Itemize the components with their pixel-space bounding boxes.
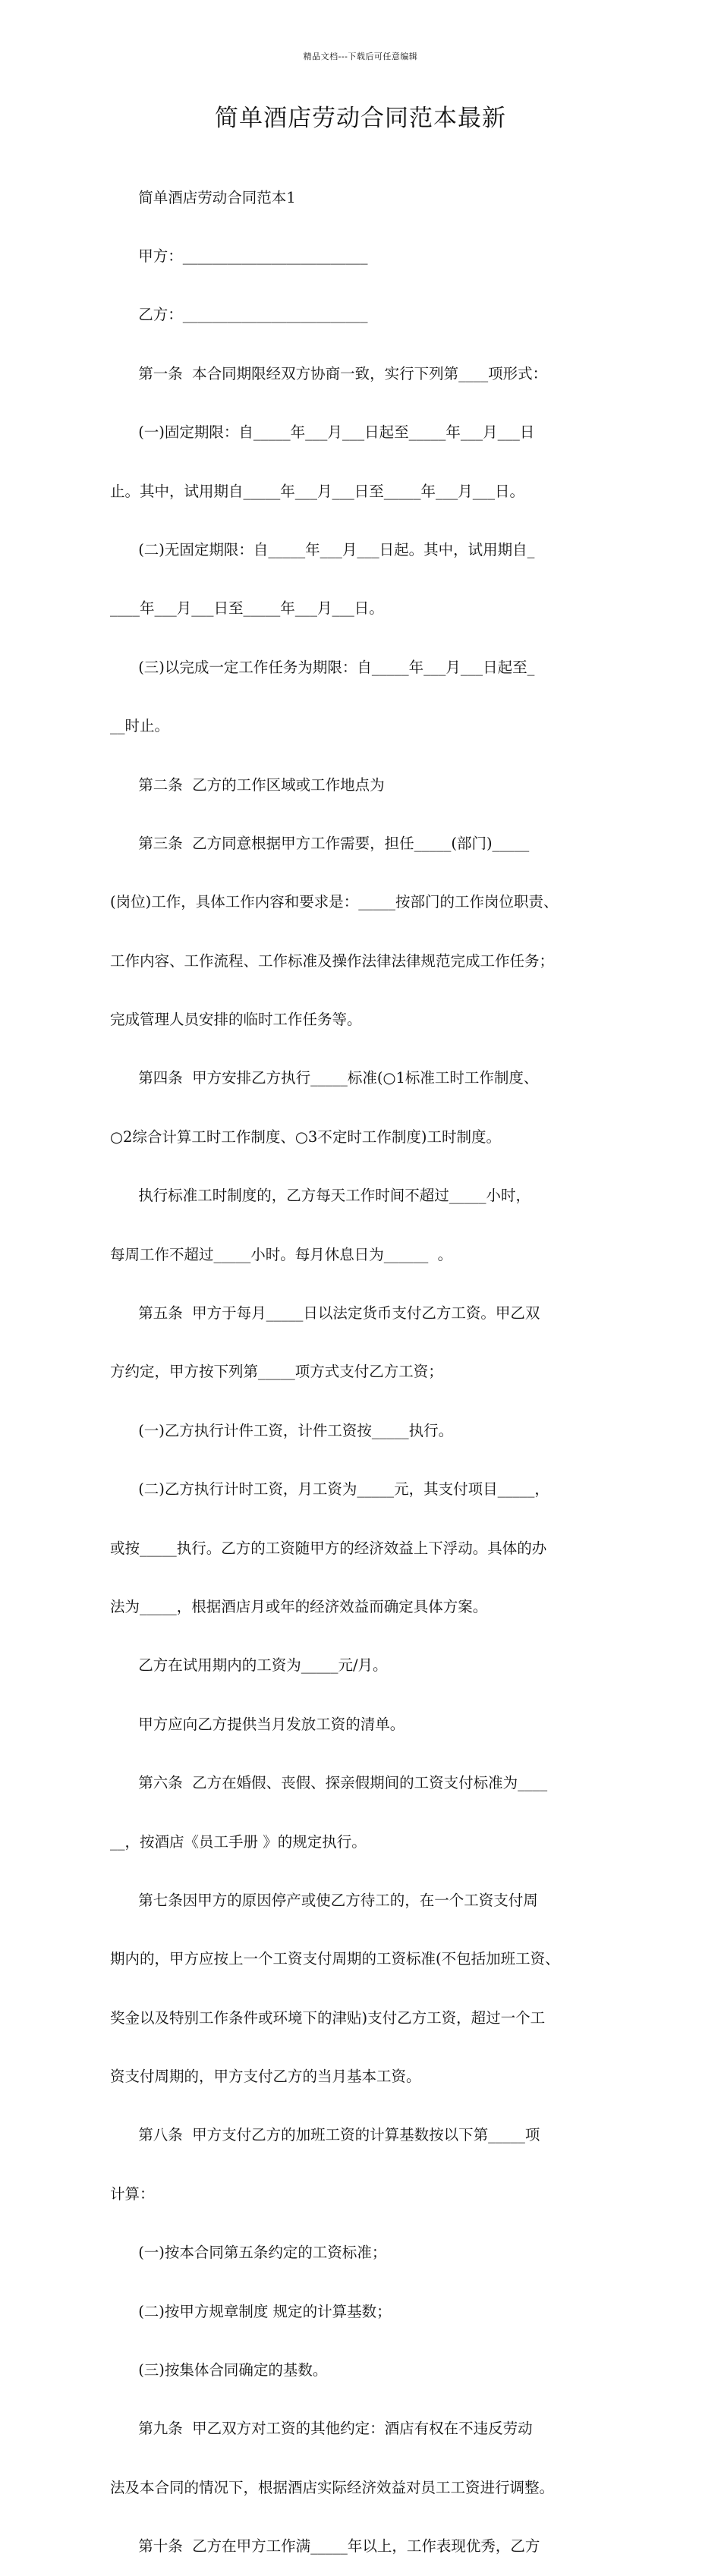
body-line: 期内的，甲方应按上一个工资支付周期的工资标准(不包括加班工资、 (110, 1950, 560, 1968)
body-line: (一)固定期限：自_____年___月___日起至_____年___月___日 (110, 423, 535, 442)
body-line: 执行标准工时制度的，乙方每天工作时间不超过_____小时， (110, 1187, 531, 1205)
body-line: (二)无固定期限：自_____年___月___日起。其中，试用期自_ (110, 540, 535, 558)
body-line: 奖金以及特别工作条件或环境下的津贴)支付乙方工资，超过一个工 (110, 2008, 546, 2027)
body-line: 第三条 乙方同意根据甲方工作需要，担任_____(部门)_____ (110, 834, 530, 852)
body-line: 甲方：_________________________ (110, 247, 368, 265)
body-line: (二)按甲方规章制度 规定的计算基数； (110, 2302, 392, 2320)
body-line: 每周工作不超过_____小时。每月休息日为______ 。 (110, 1245, 453, 1263)
body-line: 乙方在试用期内的工资为_____元/月。 (110, 1656, 388, 1675)
page-header-note: 精品文档---下载后可任意编辑 (303, 52, 418, 61)
body-line: ○2综合计算工时工作制度、○3不定时工作制度)工时制度。 (110, 1128, 501, 1146)
body-line: __，按酒店《员工手册 》的规定执行。 (110, 1832, 367, 1851)
body-line: ____年___月___日至_____年___月___日。 (110, 599, 384, 618)
body-line: 乙方：_________________________ (110, 306, 368, 324)
body-line: 止。其中，试用期自_____年___月___日至_____年___月___日。 (110, 482, 525, 500)
body-line: 或按_____执行。乙方的工资随甲方的经济效益上下浮动。具体的办 (110, 1539, 547, 1557)
body-line: (三)以完成一定工作任务为期限：自_____年___月___日起至_ (110, 658, 535, 676)
body-line: 第二条 乙方的工作区域或工作地点为 (110, 775, 385, 794)
body-line: 第四条 甲方安排乙方执行_____标准(○1标准工时工作制度、 (110, 1069, 539, 1087)
document-title: 简单酒店劳动合同范本最新 (215, 105, 506, 132)
body-line: 第六条 乙方在婚假、丧假、探亲假期间的工资支付标准为____ (110, 1774, 548, 1792)
body-line: 资支付周期的，甲方支付乙方的当月基本工资。 (110, 2068, 421, 2086)
body-line: (岗位)工作，具体工作内容和要求是：_____按部门的工作岗位职责、 (110, 893, 559, 911)
body-line: (一)按本合同第五条约定的工资标准； (110, 2244, 387, 2262)
body-line: 方约定，甲方按下列第_____项方式支付乙方工资； (110, 1363, 443, 1381)
body-line: 第八条 甲方支付乙方的加班工资的计算基数按以下第_____项 (110, 2126, 540, 2144)
body-line: (一)乙方执行计件工资，计件工资按_____执行。 (110, 1421, 454, 1439)
body-line: 第一条 本合同期限经双方协商一致，实行下列第____项形式： (110, 364, 548, 382)
body-line: 工作内容、工作流程、工作标准及操作法律法律规范完成工作任务； (110, 951, 555, 970)
body-line: (二)乙方执行计时工资，月工资为_____元，其支付项目_____， (110, 1480, 549, 1499)
body-line: 甲方应向乙方提供当月发放工资的清单。 (110, 1715, 405, 1733)
body-line: (三)按集体合同确定的基数。 (110, 2361, 328, 2379)
document-body (110, 149, 626, 2576)
body-line: 完成管理人员安排的临时工作任务等。 (110, 1011, 362, 1029)
body-line: 第七条因甲方的原因停产或使乙方待工的，在一个工资支付周 (110, 1891, 538, 1909)
body-line: 法为_____，根据酒店月或年的经济效益而确定具体方案。 (110, 1597, 488, 1615)
body-line: 第十条 乙方在甲方工作满_____年以上，工作表现优秀，乙方 (110, 2537, 540, 2556)
body-line: __时止。 (110, 717, 170, 735)
body-line: 计算： (110, 2184, 155, 2203)
body-line: 简单酒店劳动合同范本1 (110, 188, 296, 206)
body-line: 第九条 甲乙双方对工资的其他约定：酒店有权在不违反劳动 (110, 2420, 533, 2438)
body-line: 第五条 甲方于每月_____日以法定货币支付乙方工资。甲乙双 (110, 1304, 540, 1323)
body-line: 法及本合同的情况下，根据酒店实际经济效益对员工工资进行调整。 (110, 2478, 555, 2496)
